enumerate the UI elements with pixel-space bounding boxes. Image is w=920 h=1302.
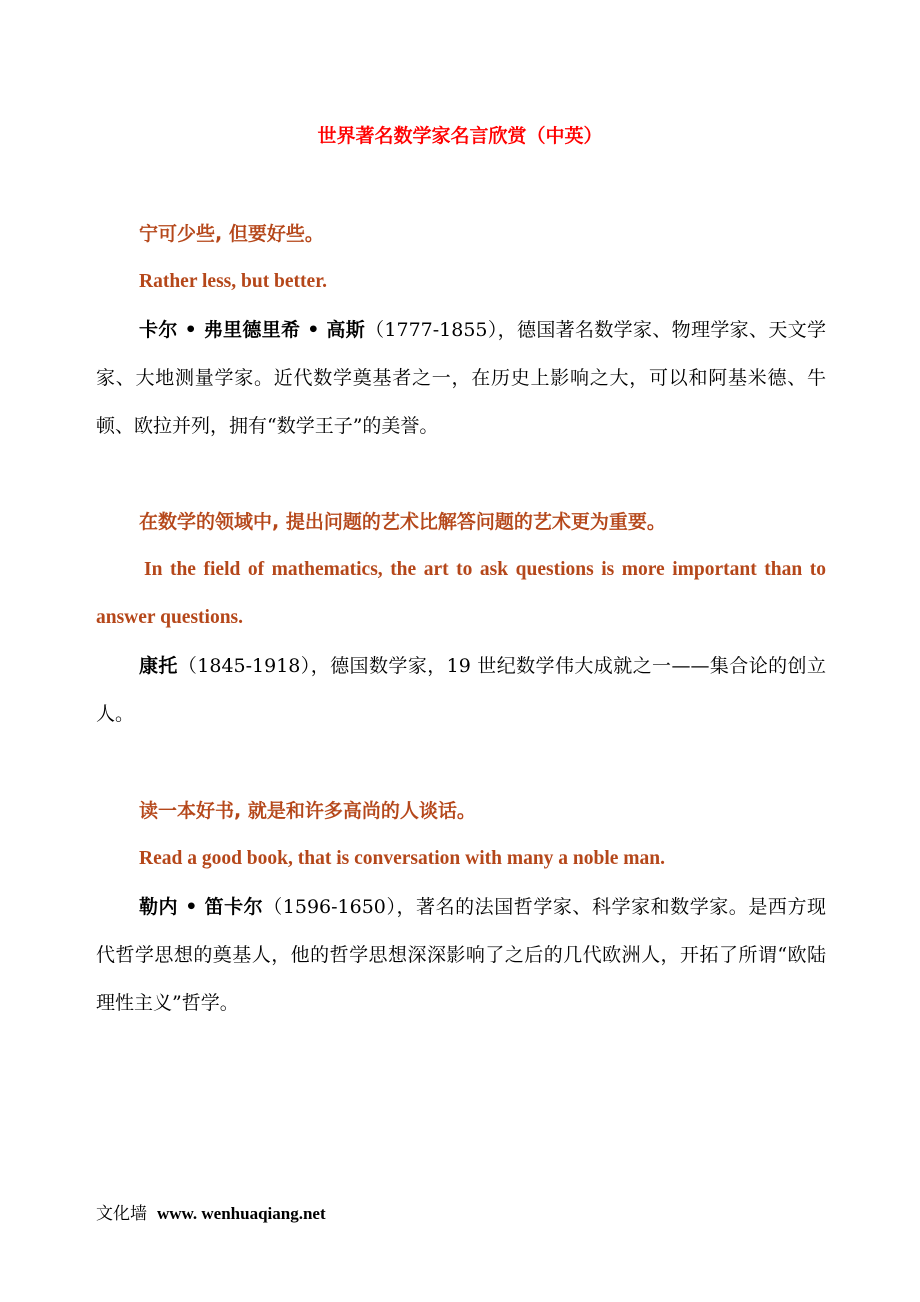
quote-chinese: 读一本好书, 就是和许多高尚的人谈话。	[139, 800, 476, 822]
author-description: （1596-1650），著名的法国哲学家、科学家和数学家。是西方现代哲学思想的奠基人，他的哲学思想深深影响了之后的几代欧洲人，开拓了所谓“欧陆理性主义”哲学。	[96, 896, 826, 1014]
author-description: （1777-1855），德国著名数学家、物理学家、天文学家、大地测量学家。近代数学奠基者之一，在历史上影响之大，可以和阿基米德、牛顿、欧拉并列，拥有“数学王子”的美誉。	[96, 319, 826, 437]
quote-english: In the field of mathematics, the art to ask questions is more important than to answer questions.	[96, 559, 826, 628]
author-bio	[96, 883, 826, 1027]
page-footer	[96, 1200, 326, 1228]
author-name: 勒内 • 笛卡尔	[139, 896, 264, 918]
quote-chinese: 在数学的领域中, 提出问题的艺术比解答问题的艺术更为重要。	[139, 511, 666, 533]
footer-website-link[interactable]: www. wenhuaqiang.net	[157, 1204, 326, 1223]
author-description: （1845-1918），德国数学家，19 世纪数学伟大成就之一——集合论的创立人。	[96, 655, 826, 725]
footer-label: 文化墙	[96, 1204, 147, 1224]
quote-entry-cantor	[96, 498, 826, 738]
author-name: 卡尔 • 弗里德里希 • 高斯	[139, 319, 366, 341]
quote-english: Rather less, but better.	[139, 271, 327, 292]
author-name: 康托	[139, 655, 178, 677]
page-title: 世界著名数学家名言欣赏（中英）	[317, 125, 603, 147]
quote-entry-descartes	[96, 787, 826, 1027]
quote-english: Read a good book, that is conversation with many a noble man.	[139, 848, 666, 869]
author-bio	[96, 642, 826, 738]
quote-chinese: 宁可少些, 但要好些。	[139, 223, 324, 245]
author-bio	[96, 306, 826, 450]
quote-entry-gauss	[96, 210, 826, 450]
